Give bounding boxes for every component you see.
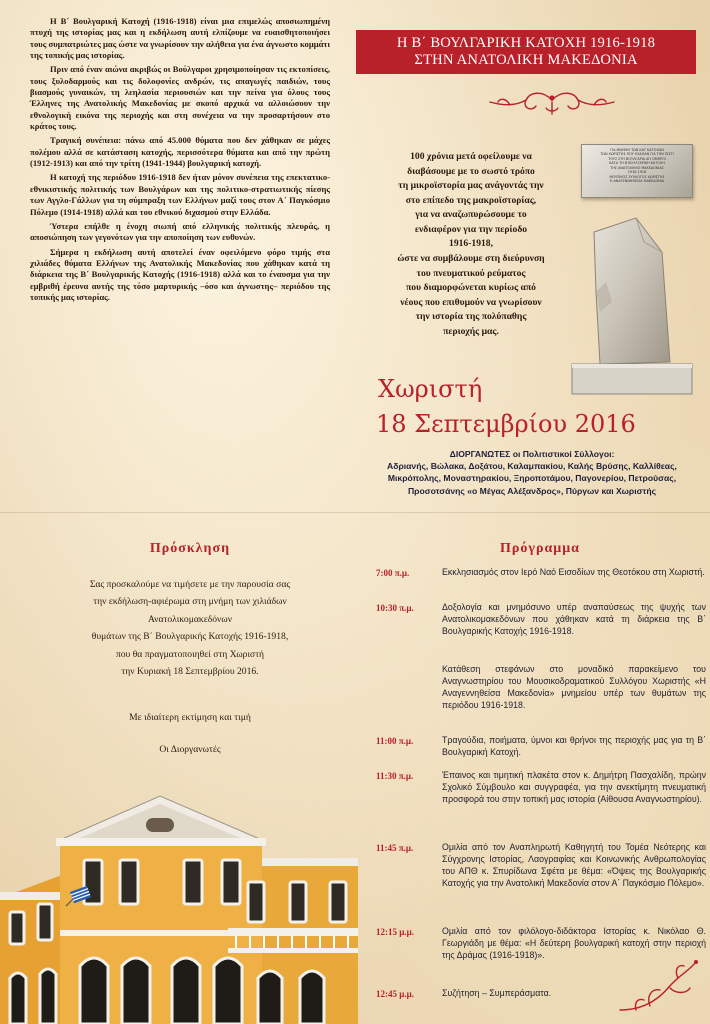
- invitation-title: Πρόσκληση: [149, 541, 231, 556]
- title-line-2: ΣΤΗΝ ΑΝΑΤΟΛΙΚΗ ΜΑΚΕΔΟΝΙΑ: [414, 52, 638, 68]
- organizers-line: Αδριανής, Βώλακα, Δοξάτου, Καλαμπακίου, Καλής Βρύσης, Καλλίθεας,: [387, 461, 677, 472]
- invitation-line: θυμάτων της Β΄ Βουλγαρικής Κατοχής 1916-1918,: [91, 631, 289, 643]
- programme-time: 10:30 π.μ.: [376, 603, 414, 613]
- corner-flourish-icon: [616, 958, 698, 1016]
- fold-line: [0, 512, 710, 513]
- programme-text: Δοξολογία και μνημόσυνο υπέρ αναπαύσεως της ψυχής των Ανατολικομακεδόνων που χάθηκαν κατά τη διάρκεια της Β΄ Βουλγαρικής Κατοχής 1916-1918.: [442, 602, 706, 636]
- event-date: 18 Σεπτεμβρίου 2016: [376, 410, 636, 438]
- programme-text: Εκκλησιασμός στον Ιερό Ναό Εισοδίων της Θεοτόκου στη Χωριστή.: [442, 567, 705, 577]
- programme-text: Κατάθεση στεφάνων στο μοναδικό παρακείμενο του Αναγνωστηρίου του Μουσικοδραματικού Συλλόγου Χωριστής «Η Αναγεννηθείσα Μακεδονία» μνημείου υπέρ των θυμάτων της περιόδου 1916-1918.: [442, 664, 706, 710]
- plaque-line: 1916-1918: [627, 170, 647, 175]
- title-banner: [356, 30, 696, 74]
- invitation-line: την Κυριακή 18 Σεπτεμβρίου 2016.: [121, 666, 259, 678]
- plaque-line: ΤΩΝ ΧΩΡΙΣΤΗΣ ΠΟΥ ΕΧΑΘΑΝ ΓΙΑ ΤΗΝ ΠΙΣΤΙ: [600, 152, 674, 157]
- mission-line: την ιστορία της πολύπαθης: [415, 311, 527, 323]
- plaque-line: ΚΑΤΑ ΤΗ Β ΒΟΥΛΓΑΡΙΚΗ ΚΑΤΟΧΗ: [609, 161, 665, 166]
- event-place: Χωριστή: [378, 375, 483, 403]
- organizers-line: Μικρόπολης, Μοναστηρακίου, Ξηροποτάμου, Παγονερίου, Πετρούσας,: [387, 473, 677, 484]
- intro-paragraph: Τραγική συνέπεια: πάνω από 45.000 θύματα που δεν χάθηκαν σε μάχες πολέμου αλλά σε κατάσταση κατοχής, περισσότερα θύματα και από την πρώτη (1912-1913) και από την τρίτη (1941-1944) βουλγαρική κατοχή.: [30, 135, 330, 169]
- programme-text: Έπαινος και τιμητική πλακέτα στον κ. Δημήτρη Πασχαλίδη, πρώην Σχολικό Σύμβουλο και συγγραφέα, για την ανεκτίμητη πνευματική προσφορά του στην τοπική μας ιστορία (Αίθουσα Αναγνωστηρίου).: [442, 770, 706, 804]
- intro-paragraph: Η Β΄ Βουλγαρική Κατοχή (1916-1918) είναι μια επιμελώς αποσιωπημένη πτυχή της ιστορίας μας και η εκδήλωση αυτή ελπίζουμε να ευαισθητοποιήσει τους συμπατριώτες μας ώστε να γνωρίσουν την αλήθεια για ένα άγνωστο κομμάτι της τοπικής μας ιστορίας.: [30, 16, 330, 61]
- title-line-1: Η Β΄ ΒΟΥΛΓΑΡΙΚΗ ΚΑΤΟΧΗ 1916-1918: [396, 34, 656, 51]
- plaque-line: ΓΙΑ ΜΝΗΜΗ ΤΩΝ ΚΑΤ ΚΑΤΟΧΩΝ: [610, 148, 664, 152]
- reading-room-building-photo: [0, 788, 358, 1024]
- intro-paragraph: Ύστερα επήλθε η ένοχη σιωπή από ελληνικής πολιτικής πλευράς, η αποσιώπηση των γεγονότων για την αποποίηση των ευθυνών.: [30, 220, 330, 243]
- programme-time: 11:30 π.μ.: [376, 771, 414, 781]
- programme-text: Τραγούδια, ποιήματα, ύμνοι και θρήνοι της περιοχής μας για τη Β΄ Βουλγαρική Κατοχή.: [442, 735, 706, 757]
- invitation-line: την εκδήλωση-αφιέρωμα στη μνήμη των χιλιάδων: [93, 596, 287, 608]
- mission-line: για να αναζωπυρώσουμε το: [415, 209, 527, 221]
- programme-text: Ομιλία από τον Αναπληρωτή Καθηγητή του Τομέα Νεότερης και Σύγχρονης Ιστορίας, Λαογραφίας και Κοινωνικής Ανθρωπολογίας του ΑΠΘ κ. Σπυρίδωνα Σφέτα με θέμα: «Όψεις της Βουλγαρικής Κατοχής για την Ανατολική Μακεδονία στον Α΄ Παγκόσμιο Πόλεμο».: [442, 842, 706, 888]
- programme-text: Συζήτηση – Συμπεράσματα.: [442, 988, 552, 998]
- programme-title: Πρόγραμμα: [500, 541, 580, 556]
- intro-paragraph: Σήμερα η εκδήλωση αυτή αποτελεί έναν οφειλόμενο φόρο τιμής στα χιλιάδες θύματα Ελλήνων της Ανατολικής Μακεδονίας που χάθηκαν κατά τη διάρκεια της Β΄ Βουλγαρικής Κατοχής (1916-1918) αλλά και το έναυσμα για την εμβριθή έρευνα αυτής της τόσο μαρτυρικής –όσο και άγνωστης– περιόδου της τοπικής μας ιστορίας.: [30, 246, 330, 302]
- mission-line: διαβάσουμε με το σωστό τρόπο: [407, 165, 535, 177]
- intro-paragraph: Η κατοχή της περιόδου 1916-1918 δεν ήταν μόνον συνέπεια της επεκτατικο-εθνικιστικής πολιτικής των Βουλγάρων και της πολιτικο-στρατιωτικής πίεσης των Αγγλο-Γάλλων για τη σύμπραξη των Ελλήνων μαζί τους στον Α΄ Παγκόσμιο Πόλεμο (1914-1918) αλλά και του εθνικού διχασμού στην Ελλάδα.: [30, 172, 330, 217]
- mission-statement: [372, 150, 570, 340]
- invitation-note: Με ιδιαίτερη εκτίμηση και τιμή: [129, 712, 251, 723]
- programme-time: 12:45 μ.μ.: [376, 989, 414, 999]
- mission-line: ώστε να συμβάλουμε στη διεύρυνση: [397, 253, 545, 265]
- mission-line: ενδιαφέρον για την περίοδο: [414, 223, 528, 235]
- plaque-line: ΜΟΥΣΙΚΟΣ ΣΥΛΛΟΓΟΣ ΧΩΡΙΣΤΗΣ: [609, 174, 665, 179]
- memorial-plaque-photo: [581, 144, 693, 198]
- organizers-line: Προσοτσάνης «ο Μέγας Αλέξανδρος», Πύργων και Χωριστής: [407, 485, 657, 496]
- mission-line: στο επίπεδο της μακροϊστορίας,: [405, 194, 537, 206]
- invitation-line: Σας προσκαλούμε να τιμήσετε με την παρουσία σας: [89, 579, 291, 590]
- programme-time: 11:00 π.μ.: [376, 736, 414, 746]
- mission-line: του πνευματικού ρεύματος: [416, 267, 526, 279]
- mission-line: 100 χρόνια μετά οφείλουμε να: [410, 151, 532, 162]
- intro-text: [30, 16, 330, 306]
- programme-text: Ομιλία από τον φιλόλογο-διδάκτορα Ιστορίας κ. Νικόλαο Θ. Γεωργιάδη με θέμα: «Η δεύτερη βουλγαρική κατοχή στην περιοχή της Δράμας (1916-1918)».: [442, 926, 706, 960]
- mission-line: που διαμορφώνεται κυρίως από: [406, 282, 536, 294]
- invitation-line: Ανατολικομακεδόνων: [147, 613, 233, 625]
- memorial-stone-photo: [566, 212, 698, 402]
- mission-line: περιοχής μας.: [443, 325, 499, 337]
- invitation-text: [30, 576, 350, 681]
- invitation-signature: Οι Διοργανωτές: [159, 744, 221, 755]
- plaque-line: Η ΑΝΑΓΕΝΝΗΘΕΙΣΑ ΜΑΚΕΔΟΝΙΑ: [609, 178, 665, 183]
- invitation-line: που θα πραγματοποιηθεί στη Χωριστή: [115, 648, 265, 660]
- mission-line: νέους που επιθυμούν να γνωρίσουν: [400, 296, 542, 308]
- organizers: [356, 448, 708, 497]
- flourish-ornament-icon: [486, 88, 618, 118]
- programme-time: 12:15 μ.μ.: [376, 927, 414, 937]
- programme-time: 11:45 π.μ.: [376, 843, 414, 853]
- mission-line: 1916-1918,: [449, 238, 493, 250]
- plaque-line: ΤΟΥΣ ΣΤΗ ΒΟΥΛΓΑΡΙΑ ΑΠ ΟΜΗΡΟΙ: [608, 156, 666, 161]
- programme-time: 7:00 π.μ.: [376, 568, 410, 578]
- intro-paragraph: Πριν από έναν αιώνα ακριβώς οι Βούλγαροι χρησιμοποίησαν τις εκτοπίσεις, τους ξυλοδαρμούς και τις δολοφονίες ανδρών, τις απαγωγές παιδιών, τους βιασμούς γυναικών, τη λεηλασία περιουσιών και την πείνα για όλους τους Έλληνες της Ανατολικής Μακεδονίας με σκοπό αρχικά να αλλοιώσουν την εθνολογική εικόνα της περιοχής και στη συνέχεια να την προσαρτήσουν στο κράτος τους.: [30, 64, 330, 132]
- organizers-heading: ΔΙΟΡΓΑΝΩΤΕΣ οι Πολιτιστικοί Σύλλογοι:: [449, 449, 615, 459]
- plaque-line: ΤΗΣ ΑΝΑΤΟΛΙΚΗΣ ΜΑΚΕΔΟΝΙΑΣ: [610, 165, 664, 170]
- mission-line: τη μικροϊστορία μας ανάγοντάς την: [398, 180, 544, 192]
